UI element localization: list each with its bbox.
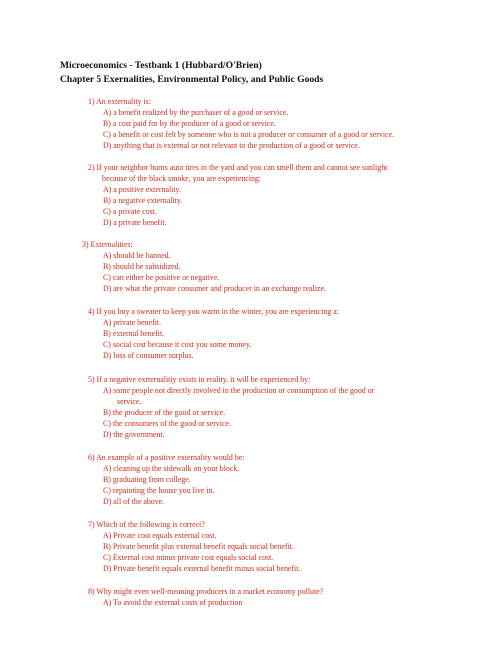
option-d: D) a private benefit. [103,218,167,227]
option-a: A) a benefit realized by the purchaser of a good or service. [103,108,289,117]
option-c: C) repainting the house you live in. [103,486,215,495]
option-d: D) anything that is external or not relevant to the production of a good or service. [103,141,360,150]
question-stem: 8) Why might even well-meaning producers in a market economy pollute? [88,587,324,596]
question-stem: 2) If your neighbor burns auto tires in the yard and you can smell them and cannot see sunlight [88,163,388,172]
option-c: C) social cost because it cost you some money. [103,340,252,349]
option-a: A) Private cost equals external cost. [103,531,217,540]
option-a: A) cleaning up the sidewalk on your block. [103,464,240,473]
option-c: C) a private cost. [103,207,157,216]
option-a-continuation: service. [117,397,142,406]
option-b: B) graduating from college. [103,475,191,484]
option-c: C) the consumers of the good or service. [103,419,231,428]
option-a: A) should be banned. [103,251,171,260]
option-d: D) are what the private consumer and producer in an exchange realize. [103,284,327,293]
option-b: B) a negative externality. [103,196,183,205]
option-d: D) Private benefit equals external benefit minus social benefit. [103,564,301,573]
question-stem: 1) An externality is: [88,97,151,106]
option-d: D) the government. [103,430,165,439]
option-d: D) loss of consumer surplus. [103,351,194,360]
option-c: C) a benefit or cost felt by someone who is not a producer or consumer of a good or service. [103,130,394,139]
question-stem: 7) Which of the following is correct? [88,520,205,529]
option-b: B) the producer of the good or service. [103,408,226,417]
option-d: D) all of the above. [103,497,165,506]
option-c: C) can either be positive or negative. [103,273,220,282]
option-a: A) some people not directly involved in the production or consumption of the good or [103,386,375,395]
question-stem: 3) Externalities: [82,240,133,249]
question-stem: 5) If a negative exrternalitiy exists in reality, it will be experienced by: [88,375,311,384]
question-stem-continuation: because of the black smoke, you are experiencing: [102,174,262,183]
chapter-title: Chapter 5 Exernalities, Environmental Policy, and Public Goods [60,73,324,85]
document-header [60,59,323,87]
option-b: B) should be subsidized. [103,262,181,271]
option-a: A) a positive externality. [103,185,181,194]
option-a: A) private benefit. [103,318,162,327]
option-c: C) External cost minus private cost equals social cost. [103,553,274,562]
option-b: B) external benefit. [103,329,165,338]
option-b: B) Private benefit plus external benefit equals social benefit. [103,542,294,551]
question-stem: 6) An example of a positive externality would be: [88,453,245,462]
question-stem: 4) If you buy a sweater to keep you warm in the winter, you are experiencing a: [88,307,339,316]
option-a: A) To avoid the external costs of production [103,598,243,607]
option-b: B) a cost paid for by the producer of a good or service. [103,119,276,128]
document-title: Microeconomics - Testbank 1 (Hubbard/O'Brien) [60,60,262,71]
